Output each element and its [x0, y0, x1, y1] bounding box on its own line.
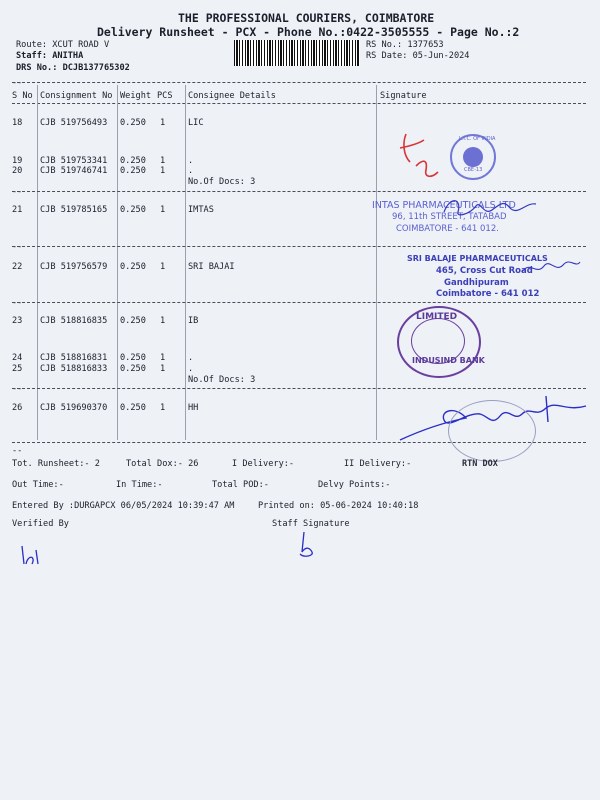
row-consignment: CJB 518816833	[40, 364, 108, 374]
dash-mark: --	[12, 384, 23, 394]
barcode	[234, 40, 360, 66]
dash-mark: --	[12, 242, 23, 252]
row-sno: 19	[12, 156, 23, 166]
row-pcs: 1	[160, 364, 166, 374]
intas-stamp-addr1: 96, 11th STREET, TATABAD	[392, 212, 507, 222]
row-consignment: CJB 519785165	[40, 205, 108, 215]
dash-mark: --	[12, 78, 23, 88]
balaje-stamp-addr1: 465, Cross Cut Road	[436, 266, 533, 276]
divider	[12, 302, 586, 303]
rs-date: RS Date: 05-Jun-2024	[366, 51, 470, 61]
row-consignee: IB	[188, 316, 199, 326]
divider	[12, 388, 586, 389]
row-sno: 20	[12, 166, 23, 176]
total-pod: Total POD:-	[212, 480, 269, 490]
column-line	[37, 85, 38, 440]
indusind-stamp-bottom: INDUSIND BANK	[412, 356, 485, 365]
col-consignment: Consignment No	[40, 91, 113, 101]
row-consignment: CJB 519753341	[40, 156, 108, 166]
row-sno: 23	[12, 316, 23, 326]
intas-signature	[440, 192, 550, 222]
row-sno: 25	[12, 364, 23, 374]
row-consignment: CJB 519756579	[40, 262, 108, 272]
column-line	[376, 85, 377, 440]
row-weight: 0.250	[120, 364, 146, 374]
row-weight: 0.250	[120, 166, 146, 176]
col-weight: Weight	[120, 91, 152, 101]
ii-delivery: II Delivery:-	[344, 459, 412, 469]
col-sno: S No	[12, 91, 33, 101]
staff-label: Staff: ANITHA	[16, 51, 84, 61]
drs-number: DRS No.: DCJB137765302	[16, 63, 130, 73]
row-consignment: CJB 518816831	[40, 353, 108, 363]
verifier-initials	[18, 542, 44, 568]
row-pcs: 1	[160, 262, 166, 272]
row-weight: 0.250	[120, 403, 146, 413]
staff-signature-label: Staff Signature	[272, 519, 350, 529]
row-consignment: CJB 519690370	[40, 403, 108, 413]
row-sno: 26	[12, 403, 23, 413]
entered-by: Entered By :DURGAPCX 06/05/2024 10:39:47 AM	[12, 501, 235, 511]
balaje-stamp-addr3: Coimbatore - 641 012	[436, 289, 540, 299]
delvy-points: Delvy Points:-	[318, 480, 391, 490]
in-time: In Time:-	[116, 480, 163, 490]
printed-on: Printed on: 05-06-2024 10:40:18	[258, 501, 419, 511]
docs-count-note: No.Of Docs: 3	[188, 177, 256, 187]
dash-mark: --	[12, 446, 23, 456]
indusind-stamp-top: LIMITED	[416, 312, 458, 322]
row-weight: 0.250	[120, 118, 146, 128]
row-pcs: 1	[160, 316, 166, 326]
company-title: THE PROFESSIONAL COURIERS, COIMBATORE	[178, 11, 435, 25]
row-consignee: LIC	[188, 118, 204, 128]
out-time: Out Time:-	[12, 480, 64, 490]
row-pcs: 1	[160, 353, 166, 363]
intas-stamp-addr2: COIMBATORE - 641 012.	[396, 224, 499, 234]
rs-number: RS No.: 1377653	[366, 40, 444, 50]
row-consignment: CJB 519746741	[40, 166, 108, 176]
row-consignee: .	[188, 166, 194, 176]
row-weight: 0.250	[120, 205, 146, 215]
row-pcs: 1	[160, 403, 166, 413]
balaje-signature	[520, 254, 584, 280]
column-line	[117, 85, 118, 440]
intas-stamp-name: INTAS PHARMACEUTICALS LTD	[372, 200, 516, 211]
row-consignee: .	[188, 156, 194, 166]
col-pcs: PCS	[157, 91, 173, 101]
divider	[12, 103, 586, 104]
column-line	[185, 85, 186, 440]
lic-stamp-text: L.I.C. OF INDIA	[459, 136, 496, 142]
row-pcs: 1	[160, 118, 166, 128]
row-consignment: CJB 519756493	[40, 118, 108, 128]
rtn-stamp-text: RTN DOX	[462, 459, 498, 469]
row-sno: 21	[12, 205, 23, 215]
row-pcs: 1	[160, 166, 166, 176]
route-label: Route: XCUT ROAD V	[16, 40, 110, 50]
row-weight: 0.250	[120, 262, 146, 272]
balaje-stamp-addr2: Gandhipuram	[444, 278, 509, 288]
balaje-stamp-name: SRI BALAJE PHARMACEUTICALS	[407, 254, 548, 263]
total-dox: Total Dox:- 26	[126, 459, 199, 469]
col-signature: Signature	[380, 91, 427, 101]
row-weight: 0.250	[120, 156, 146, 166]
row-consignee: IMTAS	[188, 205, 214, 215]
dash-mark: --	[12, 298, 23, 308]
row-consignee: SRI BAJAI	[188, 262, 235, 272]
row-pcs: 1	[160, 156, 166, 166]
row-sno: 22	[12, 262, 23, 272]
runsheet-subtitle: Delivery Runsheet - PCX - Phone No.:0422-3505555 - Page No.:2	[97, 25, 520, 39]
col-consignee: Consignee Details	[188, 91, 276, 101]
staff-initials	[294, 530, 318, 560]
i-delivery: I Delivery:-	[232, 459, 295, 469]
rtn-stamp	[448, 400, 536, 462]
row-sno: 24	[12, 353, 23, 363]
row-weight: 0.250	[120, 316, 146, 326]
divider	[12, 246, 586, 247]
divider	[12, 82, 586, 83]
docs-count-note: No.Of Docs: 3	[188, 375, 256, 385]
tot-runsheet: Tot. Runsheet:- 2	[12, 459, 100, 469]
row-consignee: .	[188, 353, 194, 363]
lic-stamp-sub: CBE-13	[464, 167, 483, 173]
row-consignee: .	[188, 364, 194, 374]
red-signature	[392, 126, 462, 186]
row-consignee: HH	[188, 403, 199, 413]
row-consignment: CJB 518816835	[40, 316, 108, 326]
verified-by: Verified By	[12, 519, 69, 529]
dash-mark: --	[12, 187, 23, 197]
row-sno: 18	[12, 118, 23, 128]
row-pcs: 1	[160, 205, 166, 215]
row-weight: 0.250	[120, 353, 146, 363]
